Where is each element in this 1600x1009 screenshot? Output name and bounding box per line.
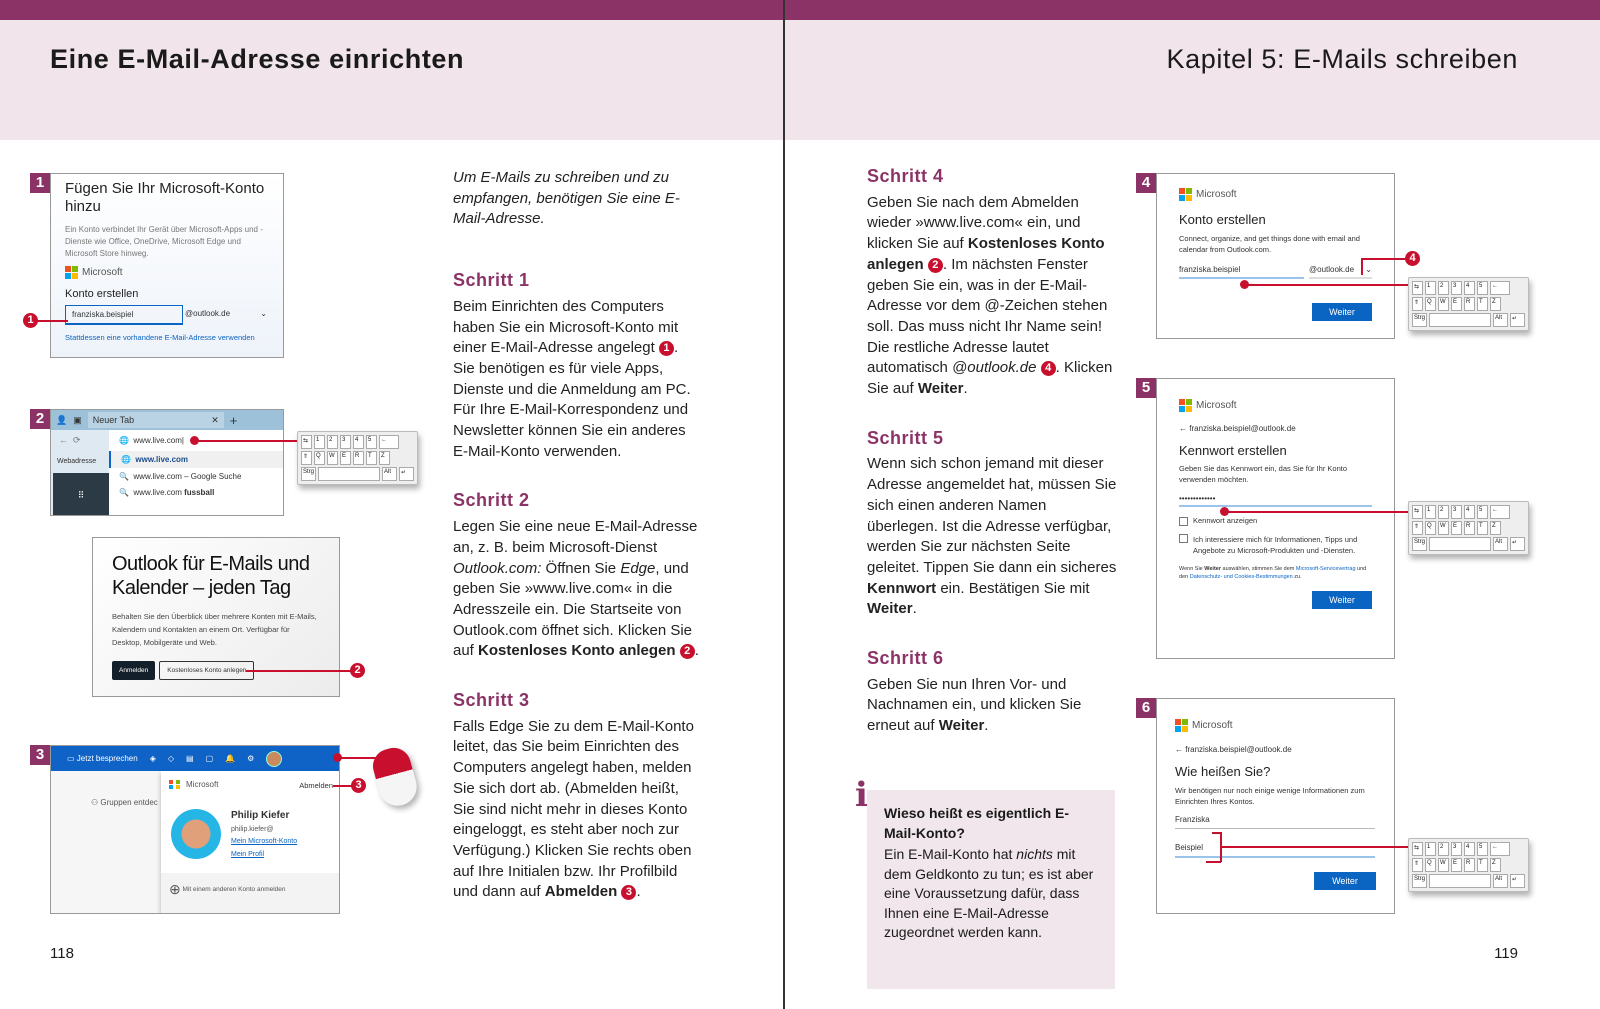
keyboard-key: T [1477,858,1488,872]
figure-number-4: 4 [1136,173,1156,193]
step-heading: Schritt 3 [453,690,530,711]
info-box [867,790,1115,989]
text: . [694,642,699,660]
gear-icon[interactable]: ⚙ [247,754,255,763]
legal-part: Wenn Sie [1179,565,1205,572]
keyboard-illustration [1408,501,1529,555]
keyboard-key [318,467,380,481]
groups-label: Gruppen entdec [100,798,158,807]
callout-badge: 2 [928,258,943,273]
callout-line [1220,846,1410,848]
legal-text [1179,565,1372,581]
bell-icon[interactable]: 🔔 [225,754,236,763]
callout-line [1361,258,1406,260]
microsoft-logo-icon [169,780,182,789]
keyboard-row [1412,281,1525,295]
microsoft-logo-icon [1179,188,1192,201]
keyboard-row [301,451,414,465]
figure-number-5: 5 [1136,378,1156,398]
screenshot-outlook-account-menu [50,745,340,914]
figure-number-1: 1 [30,173,50,193]
callout-line [1206,861,1221,863]
privacy-link[interactable]: Datenschutz- und Cookies-Bestimmungen [1189,573,1293,580]
info-title: Wieso heißt es eigentlich E-Mail-Konto? [884,805,1070,841]
step-heading: Schritt 2 [453,490,530,511]
keyboard-key: ⇑ [1412,521,1423,535]
keyboard-key [1429,874,1491,888]
figure-number-3: 3 [30,745,50,765]
suggestion-text: www.live.com [133,488,185,497]
dialog-description: Wir benötigen nur noch einige wenige Informationen zum Einrichten Ihres Kontos. [1175,786,1365,806]
back-account-button[interactable] [1175,745,1376,754]
bold-text: Weiter [938,717,985,735]
last-name-input[interactable]: Beispiel [1175,843,1375,858]
profile-photo [171,809,221,859]
tab-label: Neuer Tab [92,415,135,425]
microsoft-logo [1179,188,1372,201]
landing-title: Outlook für E-Mails und Kalender – jeden Tag [112,553,310,599]
password-input[interactable]: ••••••••••••• [1179,494,1372,507]
dialog-heading: Konto erstellen [1179,212,1266,227]
create-account-button[interactable]: Kostenloses Konto anlegen [159,661,254,680]
keyboard-key: ← [1490,842,1510,856]
top-bar [0,0,1600,20]
suggestion-item[interactable]: 🔍 www.live.com fussball [119,488,215,497]
bold-text: Kennwort [867,579,937,597]
keyboard-row [1412,842,1525,856]
text: mit dem Geldkonto zu tun; es ist aber eine Voraussetzung dafür, dass Ihnen eine E-Mail-Adresse zugeordnet werden kann. [884,846,1094,940]
signin-button[interactable]: Anmelden [112,661,155,680]
tab-new-tab[interactable] [88,412,224,428]
keyboard-key: T [1477,297,1488,311]
back-account-button[interactable] [1179,424,1372,433]
text: Öffnen Sie [541,559,621,577]
keyboard-row [1412,297,1525,311]
callout-badge: 2 [680,644,695,659]
keyboard-row [301,435,414,449]
microsoft-logo-icon [1179,399,1192,412]
meet-now-button[interactable]: ▭ Jetzt besprechen [67,754,138,763]
account-menu [161,771,340,914]
avatar-button[interactable] [266,751,282,767]
keyboard-illustration [297,431,418,485]
screenshot-create-password [1156,378,1395,659]
step-body [867,675,1119,737]
keyboard-key [1429,313,1491,327]
legal-part: auswählen, stimmen Sie dem [1221,565,1296,572]
callout-line [333,785,353,787]
keyboard-key: Z [379,451,390,465]
address-bar[interactable]: 🌐 www.live.com| [119,436,184,445]
new-tab-plus-icon[interactable]: + [229,412,238,428]
figure-number-6: 6 [1136,698,1156,718]
microsoft-logo-icon [65,266,78,279]
suggestion-bold: fussball [184,488,215,497]
step-body [867,454,1119,620]
domain-select[interactable] [183,305,269,325]
groups-button[interactable]: ⚇ Gruppen entdec [91,798,158,807]
username-input[interactable]: franziska.beispiel [1179,265,1304,279]
keyboard-key: ↵ [399,467,414,481]
keyboard-key: 1 [1425,505,1436,519]
dialog-description: Ein Konto verbindet Ihr Gerät über Microsoft-Apps und -Dienste wie Office, OneDrive, Microsoft Edge und Microsoft Store hinweg. [65,225,263,258]
brand-name: Microsoft [82,267,123,278]
user-name: Philip Kiefer [231,810,290,821]
step-body [867,193,1119,400]
text: . [963,380,968,398]
text: . [984,717,989,735]
text: ein. Bestätigen Sie mit [936,579,1090,597]
screenshot-add-account [50,173,284,358]
keyboard-row [1412,858,1525,872]
text: Falls Edge Sie zu dem E-Mail-Konto leitet, das Sie beim Einrichten des Computers angelegt haben, melden Sie sich dort ab. (Abmelden heißt, Sie sind nicht mehr in dieses Konto eingeloggt, es steht aber noch zur Verfügung.) Klicken Sie rechts oben auf Ihre Initialen bzw. Ihr Profilbild und dann auf [453,717,694,901]
bold-text: Weiter [917,380,964,398]
chevron-down-icon: ⌄ [1365,265,1372,274]
keyboard-key: 3 [1451,505,1462,519]
keyboard-key: 3 [1451,842,1462,856]
back-arrow-icon: ← [1175,745,1183,754]
back-icon[interactable]: ← ⟳ [59,435,81,445]
domain-value: @outlook.de [1309,265,1355,274]
account-email: franziska.beispiel@outlook.de [1189,424,1296,433]
keyboard-key: Strg [1412,874,1427,888]
keyboard-row [301,467,414,481]
keyboard-row [1412,313,1525,327]
keyboard-key: ⇆ [301,435,312,449]
text: Beim Einrichten des Computers haben Sie ein Microsoft-Konto mit einer E-Mail-Adresse angelegt [453,297,679,357]
step-2 [453,490,701,662]
keyboard-key: 2 [1438,281,1449,295]
screenshot-name-entry [1156,698,1395,914]
step-4 [867,166,1119,400]
keyboard-key: 5 [366,435,377,449]
step-body [453,297,701,463]
brand-name: Microsoft [1196,400,1237,411]
callout-2: 2 [350,663,365,678]
keyboard-key: ⇆ [1412,281,1423,295]
address-value: www.live.com [133,436,182,445]
keyboard-row [1412,521,1525,535]
keyboard-key: Q [1425,858,1436,872]
text: . [912,600,917,618]
info-body [884,845,1098,943]
step-heading: Schritt 4 [867,166,944,186]
dialog-heading: Wie heißen Sie? [1175,764,1271,779]
account-email: franziska.beispiel@outlook.de [1185,745,1292,754]
service-agreement-link[interactable]: Microsoft-Servicevertrag [1295,565,1356,572]
username-input[interactable]: franziska.beispiel [65,305,183,325]
keyboard-key: ↵ [1510,874,1525,888]
text: Geben Sie nach dem Abmelden wieder »www.live.com« ein, und klicken Sie auf [867,193,1081,253]
screenshot-edge-browser [50,409,284,516]
keyboard-key: T [366,451,377,465]
page-title-right: Kapitel 5: E-Mails schreiben [1166,44,1518,74]
suggestion-item[interactable]: 🌐 www.live.com [109,451,284,468]
keyboard-key: 5 [1477,505,1488,519]
next-button[interactable]: Weiter [1312,303,1372,321]
signout-link[interactable]: Abmelden [299,781,333,790]
keyboard-key: 4 [353,435,364,449]
bold-text: Weiter [867,600,913,618]
page-number-left: 118 [50,945,74,962]
keyboard-key: Alt [1493,874,1508,888]
italic-text: nichts [1016,846,1053,862]
profile-icon[interactable]: 👤 [56,414,68,425]
bold-text: Abmelden [544,883,618,901]
keyboard-key: 1 [314,435,325,449]
tabs-icon[interactable]: ▣ [73,414,82,425]
other-account-label: Mit einem anderen Konto anmelden [182,886,286,894]
word-icon[interactable]: ▤ [186,754,194,763]
apps-grid-icon[interactable]: ⠿ [53,473,109,516]
legal-part: Weiter [1204,565,1221,572]
italic-text: @outlook.de [952,359,1037,377]
microsoft-logo [1179,399,1372,412]
brand-name: Microsoft [186,780,219,789]
favorites-folder[interactable]: Webadresse [57,458,97,465]
italic-text: Edge [620,559,656,577]
keyboard-key [1429,537,1491,551]
suggestion-text: www.live.com – Google Suche [133,472,242,481]
callout-line [1225,511,1410,513]
keyboard-key: ⇑ [1412,858,1423,872]
keyboard-key: Alt [1493,537,1508,551]
text: , und geben Sie »www.live.com« in die Adresszeile ein. Die Startseite von Outlook.com öffnet sich. Klicken Sie auf [453,559,693,660]
callout-line [195,440,298,442]
keyboard-key: Q [1425,521,1436,535]
intro-text: Um E-Mails zu schreiben und zu empfangen, benötigen Sie eine E-Mail-Adresse. [453,169,680,228]
italic-text: Outlook.com: [453,559,542,577]
text: . Klicken Sie auf [867,359,1113,398]
bold-text: Kostenloses Konto anlegen [478,642,676,660]
step-body [453,717,701,903]
text: . Sie benötigen es für viele Apps, Dienste und die Anmeldung am PC. Für Ihre E-Mail-Korrespondenz und Newsletter können Sie ein anderes E-Mail-Konto verwenden. [453,339,691,460]
keyboard-key: 2 [1438,842,1449,856]
step-3 [453,690,701,903]
microsoft-logo [169,780,218,789]
suggestion-text: www.live.com [135,455,189,464]
keyboard-key: ← [1490,505,1510,519]
keyboard-key: 2 [327,435,338,449]
keyboard-key: ⇑ [1412,297,1423,311]
microsoft-logo-icon [1175,719,1188,732]
text: . [636,883,641,901]
keyboard-row [1412,537,1525,551]
keyboard-key: W [1438,858,1449,872]
page-spine [783,0,785,1009]
step-heading: Schritt 5 [867,427,944,448]
step-body [453,517,701,662]
show-password-checkbox[interactable] [1179,516,1372,526]
step-6 [867,648,1119,737]
brand-name: Microsoft [1196,189,1237,200]
callout-line [36,320,68,322]
keyboard-key: ⇆ [1412,842,1423,856]
keyboard-key: R [1464,521,1475,535]
step-heading: Schritt 6 [867,648,944,669]
text: Geben Sie nun Ihren Vor- und Nachnamen ein, und klicken Sie erneut auf [867,675,1082,735]
my-profile-link[interactable]: Mein Profil [231,851,265,858]
keyboard-key: Strg [301,467,316,481]
chevron-down-icon: ⌄ [260,309,267,318]
close-icon[interactable]: ✕ [211,414,219,425]
keyboard-key: ⇆ [1412,505,1423,519]
keyboard-key: W [1438,521,1449,535]
step-5 [867,428,1119,620]
keyboard-key: ⇑ [301,451,312,465]
next-button[interactable]: Weiter [1314,872,1376,890]
checkbox-label: Ich interessiere mich für Informationen, Tipps und Angebote zu Microsoft-Produkten und -Diensten. [1193,534,1358,555]
keyboard-key: ← [1490,281,1510,295]
keyboard-key: 5 [1477,281,1488,295]
keyboard-key: Z [1490,858,1501,872]
screenshot-outlook-landing [92,537,340,697]
callout-3: 3 [351,778,366,793]
premium-icon[interactable]: ◇ [167,754,175,763]
dialog-description: Geben Sie das Kennwort ein, das Sie für Ihr Konto verwenden möchten. [1179,464,1348,484]
suggestion-item[interactable]: 🔍 www.live.com – Google Suche [119,472,242,481]
dialog-heading: Konto erstellen [65,288,139,300]
notes-icon[interactable]: ▢ [205,754,214,763]
keyboard-key: Z [1490,521,1501,535]
text: Ein E-Mail-Konto hat [884,846,1017,862]
keyboard-key: Alt [382,467,397,481]
callout-line [1245,284,1410,286]
keyboard-illustration [1408,838,1529,892]
figure-number-2: 2 [30,409,50,429]
dialog-description: Connect, organize, and get things done with email and calendar from Outlook.com. [1179,234,1360,254]
bold-text: Kostenloses Konto anlegen [867,235,1105,273]
keyboard-key: 4 [1464,842,1475,856]
keyboard-row [1412,874,1525,888]
back-arrow-icon: ← [1179,424,1187,433]
domain-value: @outlook.de [185,309,231,318]
dialog-title: Fügen Sie Ihr Microsoft-Konto hinzu [65,180,265,215]
my-account-link[interactable]: Mein Microsoft-Konto [231,838,298,845]
keyboard-key: 1 [1425,842,1436,856]
keyboard-key: 4 [1464,505,1475,519]
other-account-button[interactable] [161,873,340,914]
domain-select[interactable] [1309,265,1372,279]
header-band-left [0,20,783,140]
callout-line [246,670,351,672]
keyboard-key: E [1451,858,1462,872]
landing-description: Behalten Sie den Überblick über mehrere Konten mit E-Mails, Kalendern und Kontakten an einem Ort. Verfügbar für Desktop, Mobilgeräte und Web. [112,612,317,647]
keyboard-key: 1 [1425,281,1436,295]
outlook-toolbar [51,746,339,771]
keyboard-key: Strg [1412,313,1427,327]
teams-icon[interactable]: ◈ [149,754,156,763]
keyboard-key: E [1451,521,1462,535]
keyboard-key: Strg [1412,537,1427,551]
keyboard-key: T [1477,521,1488,535]
step-heading: Schritt 1 [453,270,530,291]
keyboard-illustration [1408,277,1529,331]
callout-badge: 4 [1041,361,1056,376]
use-existing-link[interactable]: Stattdessen eine vorhandene E-Mail-Adresse verwenden [65,333,255,342]
keyboard-key: R [353,451,364,465]
keyboard-key: 3 [1451,281,1462,295]
keyboard-key: 3 [340,435,351,449]
text: Wenn sich schon jemand mit dieser Adresse angemeldet hat, müssen Sie sich einen anderen Namen überlegen. Ist die Adresse verfügbar, werden Sie zur nächsten Seite geleitet. Tippen Sie dann ein sicheres [867,455,1117,576]
header-band-right [785,20,1600,140]
page-number-right: 119 [1494,945,1518,962]
callout-badge: 1 [659,341,674,356]
microsoft-logo [1175,719,1376,732]
info-icon: i [855,775,868,815]
keyboard-key: W [1438,297,1449,311]
keyboard-key: E [1451,297,1462,311]
keyboard-key: Alt [1493,313,1508,327]
next-button[interactable]: Weiter [1312,591,1372,609]
keyboard-key: ← [379,435,399,449]
checkbox-label: Kennwort anzeigen [1193,516,1258,525]
callout-line [1361,258,1363,275]
callout-badge: 3 [621,885,636,900]
optin-checkbox[interactable] [1179,534,1372,556]
first-name-input[interactable]: Franziska [1175,815,1375,829]
add-user-icon: ⊕ [169,881,181,897]
microsoft-logo [65,266,269,279]
keyboard-key: 5 [1477,842,1488,856]
keyboard-key: R [1464,297,1475,311]
screenshot-create-account [1156,173,1395,339]
keyboard-key: Q [314,451,325,465]
keyboard-key: R [1464,858,1475,872]
dialog-heading: Kennwort erstellen [1179,443,1287,458]
keyboard-key: Q [1425,297,1436,311]
keyboard-key: 2 [1438,505,1449,519]
text: . Im nächsten Fenster geben Sie ein, was in der E-Mail-Adresse vor dem @-Zeichen stehen soll. Das muss nicht Ihr Name sein! Die restliche Adresse lautet automatisch [867,255,1108,377]
user-email: philip.kiefer@ [231,826,274,833]
page-title-left: Eine E-Mail-Adresse einrichten [50,44,465,74]
legal-part: zu. [1292,573,1302,580]
text: Legen Sie eine neue E-Mail-Adresse an, z. B. beim Microsoft-Dienst [453,518,698,556]
callout-1: 1 [23,313,38,328]
keyboard-key: 4 [1464,281,1475,295]
brand-name: Microsoft [1192,720,1233,731]
meet-label: Jetzt besprechen [76,754,138,763]
keyboard-key: ↵ [1510,313,1525,327]
keyboard-key: ↵ [1510,537,1525,551]
keyboard-key: Z [1490,297,1501,311]
keyboard-row [1412,505,1525,519]
step-1 [453,270,701,462]
legal-part: und den [1179,565,1367,580]
callout-4: 4 [1405,251,1420,266]
keyboard-key: E [340,451,351,465]
mouse-right-click-icon [369,744,421,810]
keyboard-key: W [327,451,338,465]
